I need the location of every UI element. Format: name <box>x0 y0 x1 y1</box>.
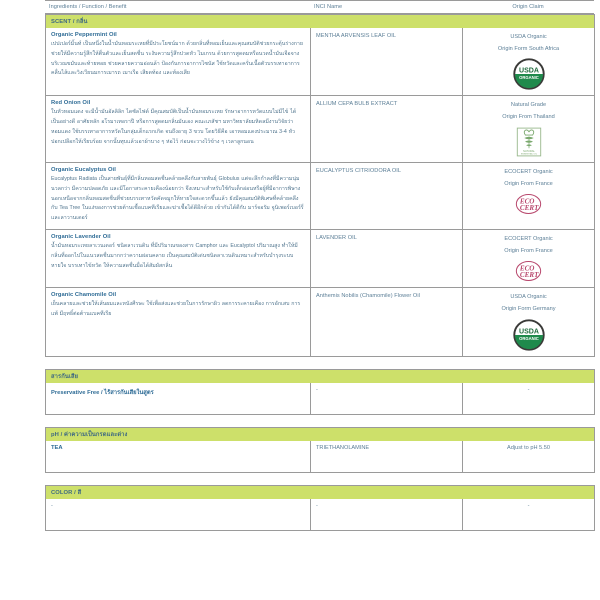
origin-line-2: Origin Form South Africa <box>497 45 560 52</box>
svg-text:ORGANIC: ORGANIC <box>518 75 539 81</box>
ingredient-description: น้ำมันหอมระเหยลาเวนเดอร์ ชนิดลาเวนดิน ที่มีปริมาณของสาร Camphor และ Eucalyptol ปริมาณสูง ทำให้มีกลิ่นที่ออกไปในแนวสดชื่นมากกว่าความผ่อนคลาย เป็นคุณสมบัติเด่นชนิดลาเวนดินเหมาะสำหรับบำรุงระบบหายใจ บรรเทาไข้หวัด ให้ความสดชื่นมื่อได้สัมผัสกลิ่น <box>51 242 298 269</box>
cell-ingredient <box>46 162 311 229</box>
header-row <box>45 1 594 14</box>
band-row <box>46 485 595 499</box>
cell-inci-name: TRIETHANOLAMINE <box>311 441 463 473</box>
cell-ingredient <box>46 229 311 287</box>
origin-line-2: Origin From Thailand <box>502 114 555 121</box>
table-row <box>46 96 595 162</box>
section-label-preservative: สารกันเสีย <box>51 373 79 380</box>
ingredient-description: เปปเปอร์มิ้นท์ เป็นหนึ่งในน้ำมันหอมระเหยที่มีประโยชน์มาก ด้วยกลิ่นที่หอมเย็นและคุณสมบัติช่วยกระตุ้นร่างกายช่วยให้มีความรู้สึกให้ตื่นตัวและเย็นสดชื่น ระงับความรู้สึกปวดหัว ไมเกรน ด้วยการสูดดมหรือนวดน้ำมันเจือจางบริเวณขมับและท้ายทอย ช่วยคลายความอ่อนล้า ป้องกันการอาการไซนัส ใช้หวัดและครั่นเนื้อตัวบรรเทาอาการคลื่นไส้และวิงเวียนมการเมารถ เมาเรือ เสียดท้อง และท้องเสีย <box>51 41 304 77</box>
table-row <box>46 229 595 287</box>
svg-text:ORGANIC: ORGANIC <box>518 335 539 341</box>
section-label-scent: SCENT / กลิ่น <box>51 19 88 25</box>
table-row <box>46 28 595 96</box>
section-band-ph <box>45 427 595 441</box>
cell-inci-name: MENTHA ARVENSIS LEAF OIL <box>311 28 463 96</box>
ingredient-description: ในหัวหอมแดง จะมีน้ำมันอัลลิลิก ไดซัลไฟด์ มีคุณสมบัติเป็นน้ำมันหอมระเหย รักษาอาการหวัดแบบไม่มีไข้ ได้เป็นอย่างดี อาศัยหลัก อโรมาเทอราปี หรือการสูดดมกลิ่นมันเอง คณะเภสัชฯ มหาวิทยาลัยมหิดลมีงานวิจัยว่าหอมแดง ใช้บรรเทาอาการหวัดในกลุ่มเด็กแรกเกิด จนถึงอายุ 3 ขวบ โดยวิธีคือ เอาหอมแดงประมาณ 3-4 หัว ปอกเปลือกให้เรียบร้อย จากนั้นทุบแล้วเอาผ้าบาง ๆ ห่อไว้ ก่อนจะวางไว้ข้าง ๆ เวลาลูกนอน <box>51 109 297 145</box>
origin-line-2: Origin Form Germany <box>501 306 556 313</box>
column-header-inci-name: INCI Name <box>310 1 462 14</box>
section-band-color <box>45 485 595 499</box>
table-row <box>46 383 595 415</box>
svg-text:ESSENTIAL OIL: ESSENTIAL OIL <box>520 153 537 156</box>
band-row <box>46 369 595 383</box>
origin-logo <box>468 58 589 90</box>
usda-organic-seal-icon <box>513 58 545 90</box>
section-spacer <box>45 415 594 427</box>
ingredient-name: Organic Chamomile Oil <box>51 292 117 299</box>
section-table-preservative <box>45 383 595 415</box>
svg-text:ECO: ECO <box>519 264 535 273</box>
section-table-ph <box>45 441 595 473</box>
origin-line-2: Origin From France <box>504 180 553 187</box>
ingredient-description: เย็นคลายและช่วยให้เส้นผมและหนังศีรษะ ใช้เพื่อส่งและช่วยในการรักษาผิว ลดการระคายเคือง การอักเสบ การแพ้ มีฤทธิ์ต่อต้านแบคทีเรีย <box>51 301 301 318</box>
cell-inci-name: Anthemis Nobilis (Chamomile) Flower Oil <box>311 288 463 356</box>
cell-origin-claim <box>463 162 595 229</box>
column-header-ingredients: Ingredients / Function / Benefit <box>45 1 310 14</box>
table-row <box>46 499 595 531</box>
cell-inci-name: ALLIUM CEPA BULB EXTRACT <box>311 96 463 162</box>
table-row <box>46 162 595 229</box>
section-table-color <box>45 499 595 531</box>
cell-ingredient <box>46 96 311 162</box>
cell-origin-claim: - <box>527 386 530 393</box>
cell-ingredient <box>46 288 311 356</box>
origin-logo <box>468 193 589 215</box>
column-header-origin-claim: Origin Claim <box>462 1 594 14</box>
origin-line-1: USDA Organic <box>510 34 547 40</box>
section-band-preservative <box>45 369 595 383</box>
origin-logo <box>468 127 589 157</box>
ingredient-name: Red Onion Oil <box>51 100 91 107</box>
svg-text:USDA: USDA <box>518 67 539 75</box>
cell-origin-claim: Adjust to pH 5.50 <box>507 444 550 451</box>
cell-origin-claim <box>463 229 595 287</box>
table-row <box>46 288 595 356</box>
cell-origin-claim <box>463 28 595 96</box>
cell-origin-claim <box>463 96 595 162</box>
svg-text:USDA: USDA <box>518 328 539 336</box>
ingredient-description: Eucalyptus Radiata เป็นสายพันธุ์ที่มีกลิ่นหอมสดชื่นคล้ายคลึงกับสายพันธุ์ Globulus แต่จะลึกกำลงที่มีความนุ่มนวลกว่า มีความปลอดภัย และมีโอกาสระคายเคืองน้อยกว่า จึงเหมาะสำหรับใช้กับเด็กอ่อนหรือผู้ที่มีอาการพิษาง นอกเหนือจากกลิ่นหอมสดชื่นที่ช่วยบรรเทาหวัดคัดจมูกให้หายใจสะดวกขึ้นแล้ว ยังมีคุณสมบัติพิเศษที่คล้ายคลึงกับ Tea Tree ในแง่ของการช่วยต้านเชื้อแบคทีเรียและฆ่าเชื้อได้ดีอีกด้วย เข้ากันได้ดีกับ มาร์จอรัม จูนิเพอร์เบอร์รี่ และลาวานเดอร์ <box>51 175 304 222</box>
table-column-headers <box>45 0 594 14</box>
svg-text:CERT: CERT <box>519 204 539 213</box>
ingredient-name: Organic Eucalyptus Oil <box>51 166 116 173</box>
cell-ingredient: TEA <box>46 441 311 473</box>
section-band-scent <box>45 14 595 28</box>
svg-text:CERT: CERT <box>519 271 539 280</box>
origin-line-1: ECOCERT Organic <box>504 235 553 242</box>
ecocert-seal-icon <box>515 193 542 215</box>
cell-origin-claim: - <box>527 502 530 509</box>
section-label-ph: pH / ค่าความเป็นกรดและด่าง <box>51 431 128 438</box>
ingredient-name: Organic Lavender Oil <box>51 233 111 240</box>
origin-line-1: USDA Organic <box>510 294 547 301</box>
ingredient-name: Organic Peppermint Oil <box>51 32 117 38</box>
svg-text:NATURAL: NATURAL <box>522 149 535 153</box>
table-row <box>46 441 595 473</box>
origin-line-2: Origin From France <box>504 247 553 254</box>
natural-essential-oil-seal-icon <box>516 127 542 157</box>
cell-ingredient: Preservative Free / ไร้สารกันเสียในสูตร <box>46 383 311 415</box>
band-row <box>46 427 595 441</box>
cell-inci-name: - <box>311 383 463 415</box>
cell-inci-name: LAVENDER OIL <box>311 229 463 287</box>
section-table-scent <box>45 28 595 357</box>
cell-origin-claim <box>463 288 595 356</box>
usda-organic-seal-icon <box>513 319 545 351</box>
svg-text:ECO: ECO <box>519 197 535 206</box>
cell-ingredient <box>46 28 311 96</box>
cell-inci-name: - <box>311 499 463 531</box>
origin-line-1: Natural Grade <box>510 102 547 109</box>
section-spacer <box>45 357 594 369</box>
origin-logo <box>468 260 589 282</box>
section-spacer <box>45 473 594 485</box>
origin-line-1: ECOCERT Organic <box>504 168 553 175</box>
origin-logo <box>468 319 589 351</box>
cell-ingredient: - <box>46 499 311 531</box>
section-label-color: COLOR / สี <box>51 489 82 496</box>
cell-inci-name: EUCALYPTUS CITRIODORA OIL <box>311 162 463 229</box>
band-row <box>46 15 595 29</box>
ecocert-seal-icon <box>515 260 542 282</box>
